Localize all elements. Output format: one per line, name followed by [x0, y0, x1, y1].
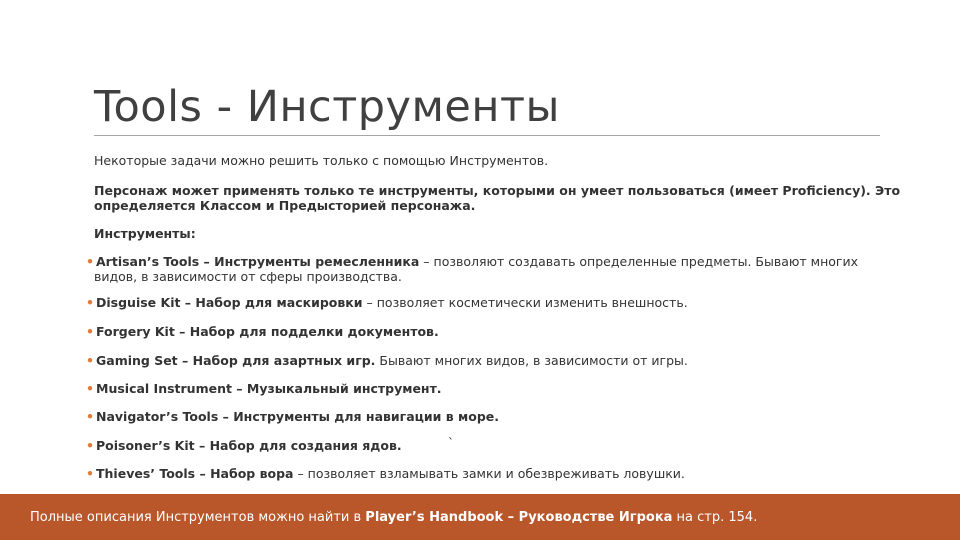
list-item — [86, 324, 916, 339]
item-name: Thieves’ Tools – Набор вора — [96, 466, 294, 481]
bullet-icon: • — [86, 324, 94, 339]
item-name: Navigator’s Tools – Инструменты для навигации в море. — [96, 409, 500, 424]
proficiency-line-1: Персонаж может применять только те инструменты, которыми он умеет пользоваться (имеет Proficiency). Это — [94, 183, 901, 198]
bullet-icon: • — [86, 438, 94, 453]
proficiency-line-2: определяется Классом и Предысторией персонажа. — [94, 198, 476, 213]
bullet-icon: • — [86, 254, 94, 269]
footer-text — [30, 510, 757, 525]
bullet-icon: • — [86, 466, 94, 481]
footer-suffix: на стр. 154. — [672, 510, 758, 525]
item-desc: Бывают многих видов, в зависимости от игры. — [375, 353, 688, 368]
item-desc: – позволяют создавать определенные предметы. Бывают многих — [419, 254, 858, 269]
item-name: Artisan’s Tools – Инструменты ремесленника — [96, 254, 420, 269]
intro-text: Некоторые задачи можно решить только с помощью Инструментов. — [94, 153, 549, 168]
list-item — [86, 381, 916, 396]
bullet-icon: • — [86, 353, 94, 368]
item-name: Poisoner’s Kit – Набор для создания ядов. — [96, 438, 402, 453]
list-item — [86, 466, 916, 481]
slide-title: Tools - Инструменты — [94, 82, 560, 132]
list-item — [86, 295, 916, 310]
item-name: Gaming Set – Набор для азартных игр. — [96, 353, 376, 368]
footer-bar — [0, 494, 960, 540]
item-desc: – позволяет взламывать замки и обезвреживать ловушки. — [293, 466, 685, 481]
list-item — [86, 409, 916, 424]
footer-prefix: Полные описания Инструментов можно найти в — [30, 510, 366, 525]
footer-book: Player’s Handbook – Руководстве Игрока — [365, 510, 673, 525]
item-name: Disguise Kit – Набор для маскировки — [96, 295, 363, 310]
item-name: Musical Instrument – Музыкальный инструмент. — [96, 381, 442, 396]
list-item — [86, 254, 916, 284]
bullet-icon: • — [86, 381, 94, 396]
bullet-icon: • — [86, 295, 94, 310]
bullet-icon: • — [86, 409, 94, 424]
list-item — [86, 353, 916, 368]
item-desc-cont: видов, в зависимости от сферы производства. — [94, 269, 402, 284]
stray-mark: ` — [448, 436, 454, 450]
tools-heading: Инструменты: — [94, 226, 196, 241]
item-desc: – позволяет косметически изменить внешность. — [362, 295, 688, 310]
list-item — [86, 438, 916, 453]
proficiency-text — [94, 183, 924, 213]
item-name: Forgery Kit – Набор для подделки документов. — [96, 324, 439, 339]
